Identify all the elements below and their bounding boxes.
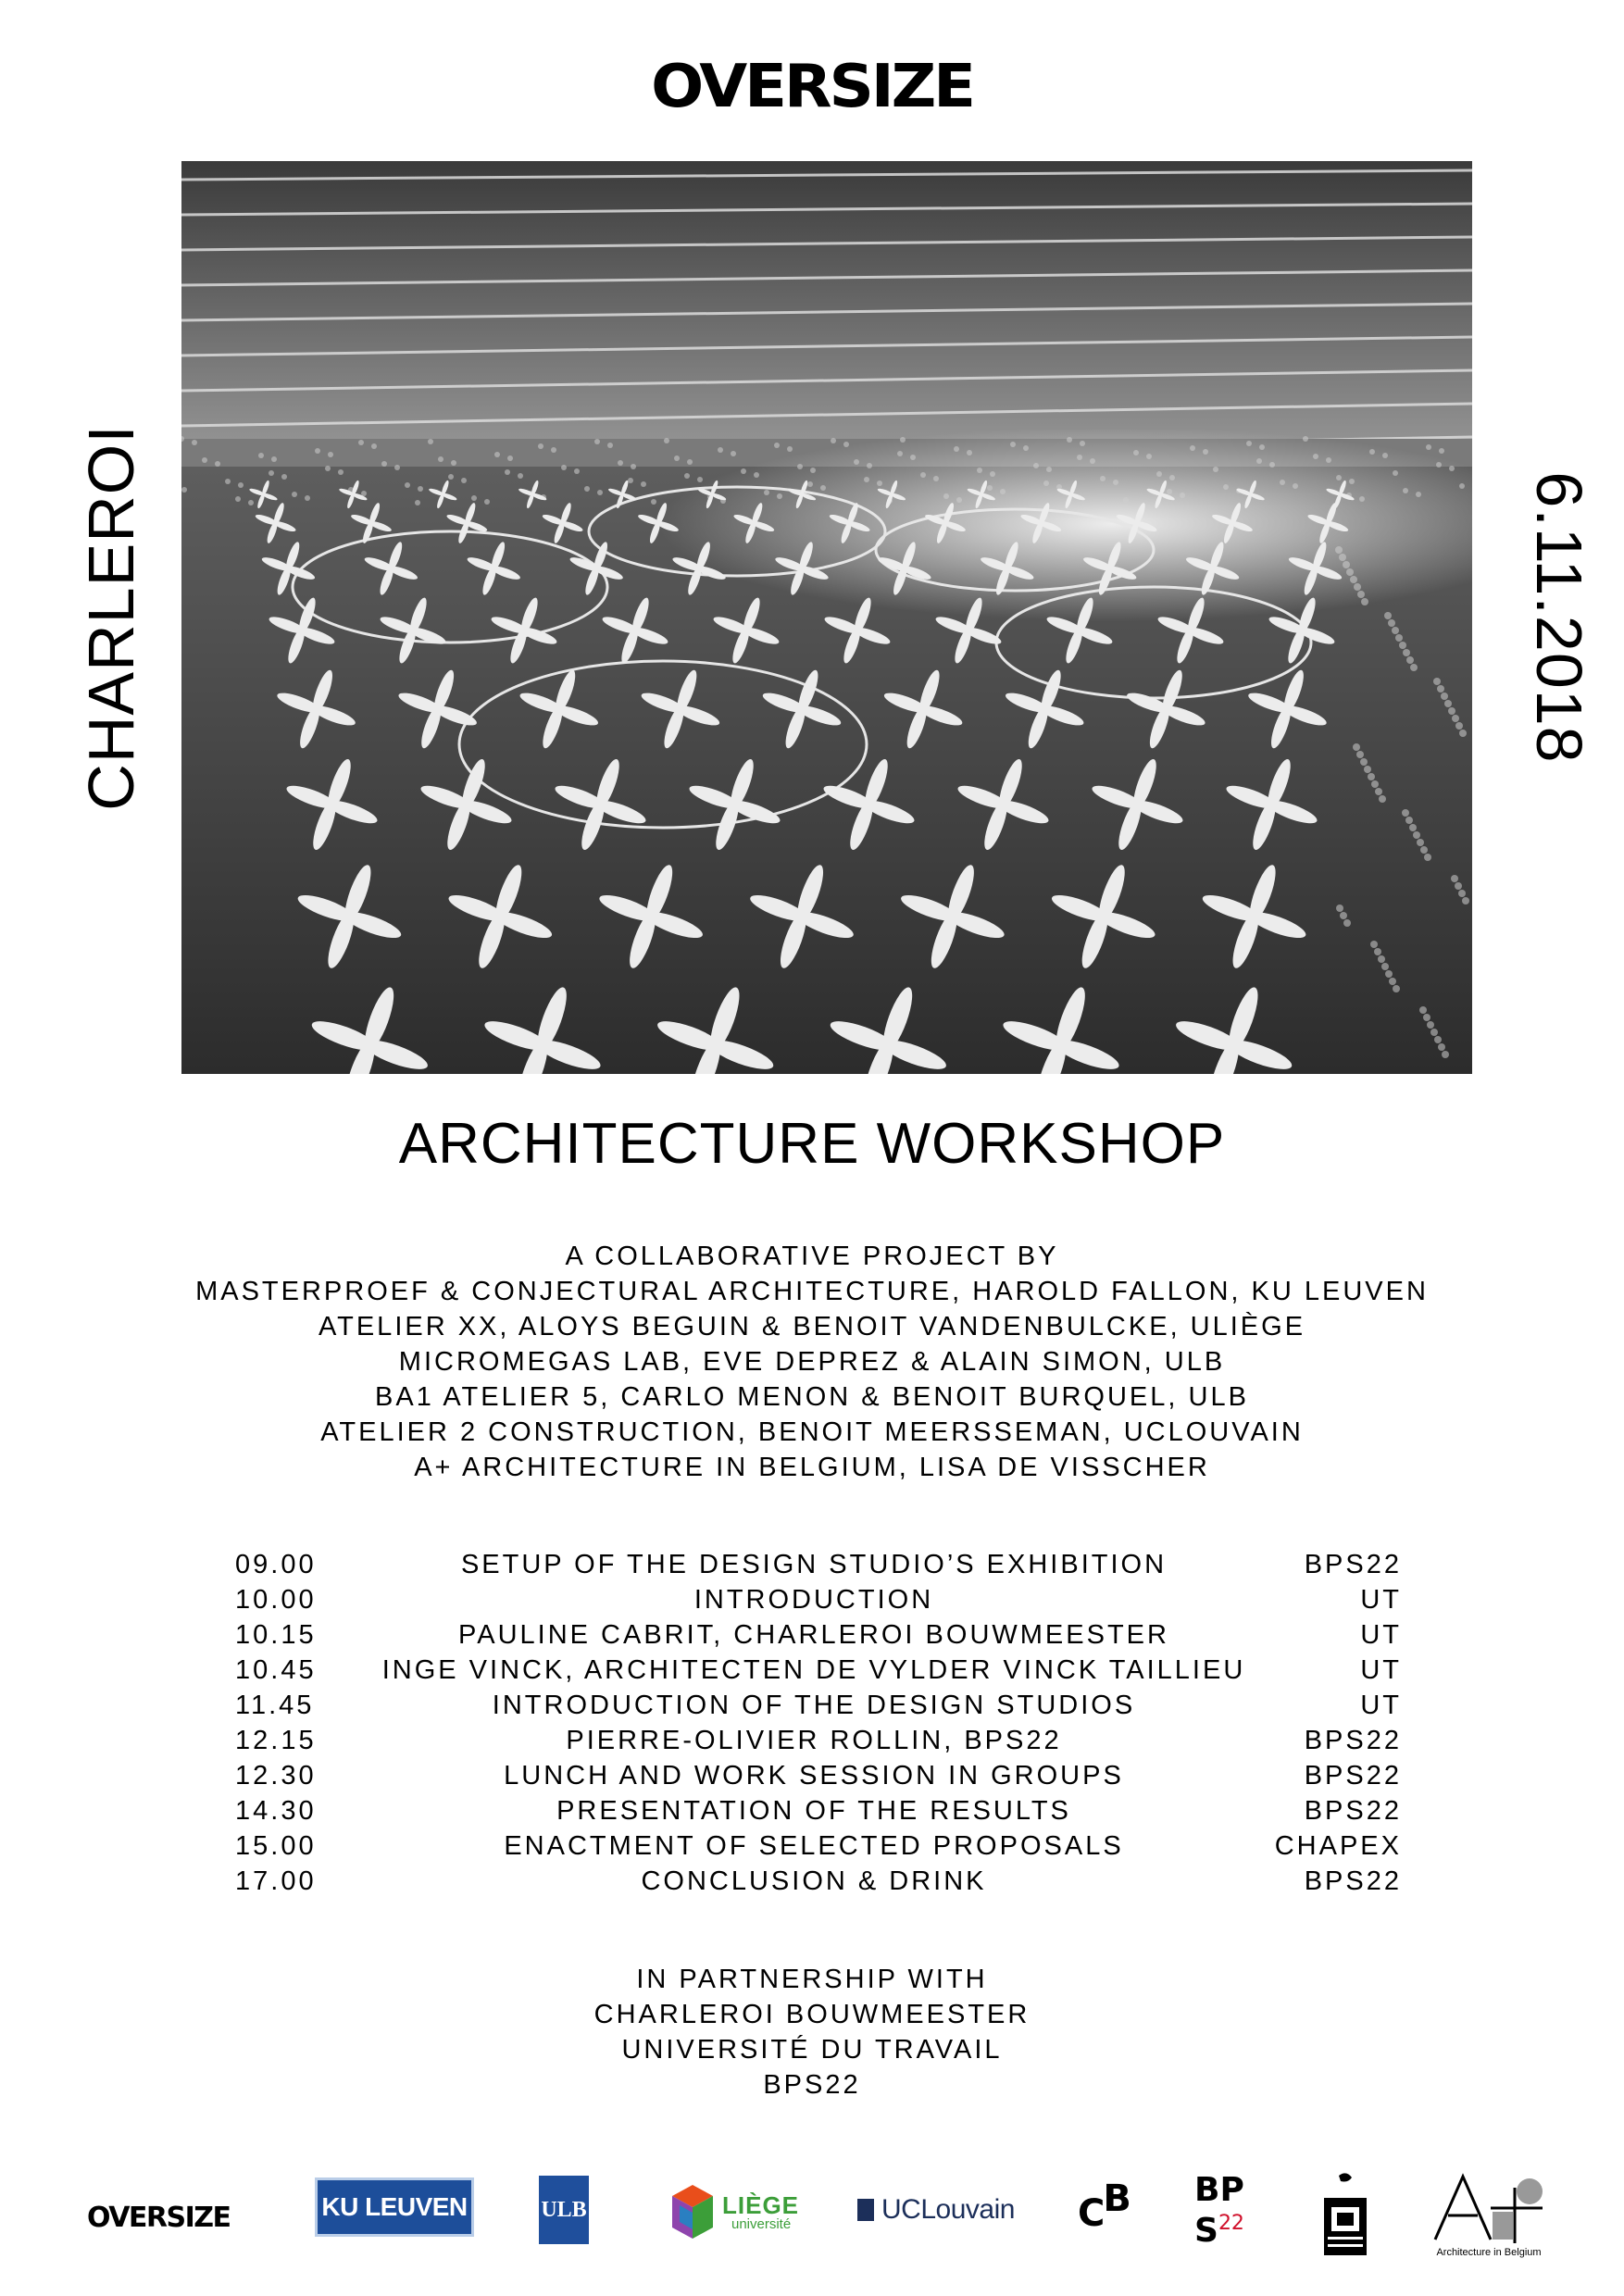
schedule-venue: UT — [1360, 1620, 1402, 1650]
schedule-event: INGE VINCK, ARCHITECTEN DE VYLDER VINCK TAILLIEU — [381, 1655, 1246, 1685]
collaboration-list — [0, 1239, 1624, 1485]
province-hainaut-logo — [1318, 2170, 1372, 2259]
schedule-time: 10.00 — [235, 1585, 317, 1615]
oversize-logo: OVERSIZE — [87, 2202, 231, 2234]
event-date: 6.11.2018 — [1523, 471, 1595, 764]
schedule-venue: BPS22 — [1304, 1550, 1402, 1579]
cb-logo-c: C — [1078, 2192, 1104, 2235]
collab-line: ATELIER 2 CONSTRUCTION, BENOIT MEERSSEMAN, UCLOUVAIN — [320, 1417, 1304, 1447]
uclouvain-logo — [857, 2194, 1015, 2226]
collab-line: A COLLABORATIVE PROJECT BY — [565, 1242, 1059, 1271]
city-label: CHARLEROI — [75, 424, 147, 811]
liege-logo-sub: université — [731, 2215, 792, 2232]
uclouvain-logo-name: UCLouvain — [881, 2194, 1015, 2225]
kuleuven-logo: KU LEUVEN — [315, 2177, 474, 2237]
schedule-venue: BPS22 — [1304, 1866, 1402, 1896]
aplus-caption: Architecture in Belgium — [1436, 2247, 1542, 2258]
hero-photo — [181, 161, 1472, 1074]
schedule-event: PIERRE-OLIVIER ROLLIN, BPS22 — [566, 1726, 1062, 1755]
schedule-event: ENACTMENT OF SELECTED PROPOSALS — [504, 1831, 1124, 1861]
schedule-time: 17.00 — [235, 1866, 317, 1896]
schedule-row — [235, 1547, 1402, 1582]
schedule-event: LUNCH AND WORK SESSION IN GROUPS — [504, 1761, 1124, 1791]
collab-line: BA1 ATELIER 5, CARLO MENON & BENOIT BURQUEL, ULB — [375, 1382, 1249, 1412]
schedule-table — [235, 1547, 1402, 1899]
page-title: ARCHITECTURE WORKSHOP — [398, 1112, 1226, 1176]
charleroi-bouwmeester-logo — [1078, 2177, 1130, 2235]
partners-block — [0, 1962, 1624, 2103]
bps-logo-number: 22 — [1218, 2212, 1244, 2235]
ulb-logo: ULB — [539, 2176, 589, 2244]
schedule-time: 15.00 — [235, 1831, 317, 1861]
schedule-event: INTRODUCTION — [693, 1585, 934, 1615]
schedule-venue: UT — [1360, 1691, 1402, 1720]
partner-name: UNIVERSITÉ DU TRAVAIL — [621, 2035, 1003, 2065]
bps-logo-bottom: S — [1194, 2212, 1218, 2250]
schedule-row — [235, 1582, 1402, 1617]
schedule-venue: UT — [1360, 1585, 1402, 1615]
schedule-venue: BPS22 — [1304, 1761, 1402, 1791]
schedule-venue: BPS22 — [1304, 1726, 1402, 1755]
schedule-time: 14.30 — [235, 1796, 317, 1826]
schedule-event: PAULINE CABRIT, CHARLEROI BOUWMEESTER — [458, 1620, 1169, 1650]
schedule-time: 12.30 — [235, 1761, 317, 1791]
schedule-row — [235, 1793, 1402, 1828]
partner-name: CHARLEROI BOUWMEESTER — [593, 2000, 1031, 2029]
partner-name: BPS22 — [763, 2070, 861, 2100]
partners-heading: IN PARTNERSHIP WITH — [636, 1965, 988, 1994]
schedule-row — [235, 1758, 1402, 1793]
schedule-venue: BPS22 — [1304, 1796, 1402, 1826]
schedule-event: INTRODUCTION OF THE DESIGN STUDIOS — [492, 1691, 1136, 1720]
brand-logo: OVERSIZE — [651, 53, 973, 121]
collab-line: MICROMEGAS LAB, EVE DEPREZ & ALAIN SIMON, ULB — [398, 1347, 1226, 1377]
logo-strip — [0, 2166, 1624, 2277]
hainaut-crest-icon — [1318, 2170, 1372, 2259]
schedule-event: PRESENTATION OF THE RESULTS — [556, 1796, 1071, 1826]
schedule-time: 10.15 — [235, 1620, 317, 1650]
architecture-in-belgium-logo — [1431, 2170, 1546, 2259]
collab-line: A+ ARCHITECTURE IN BELGIUM, LISA DE VISSCHER — [414, 1453, 1210, 1482]
schedule-time: 10.45 — [235, 1655, 317, 1685]
cb-logo-b: B — [1103, 2177, 1130, 2220]
schedule-time: 11.45 — [235, 1691, 315, 1720]
bps22-logo — [1194, 2171, 1244, 2250]
bps-logo-top: BP — [1194, 2171, 1244, 2209]
liege-logo — [672, 2179, 799, 2244]
liege-logo-name: LIÈGE — [722, 2190, 800, 2219]
aplus-mark-icon — [1431, 2171, 1546, 2245]
schedule-event: SETUP OF THE DESIGN STUDIO’S EXHIBITION — [460, 1550, 1168, 1579]
schedule-row — [235, 1653, 1402, 1688]
schedule-row — [235, 1688, 1402, 1723]
schedule-time: 12.15 — [235, 1726, 317, 1755]
schedule-venue: UT — [1360, 1655, 1402, 1685]
schedule-row — [235, 1723, 1402, 1758]
collab-line: MASTERPROEF & CONJECTURAL ARCHITECTURE, HAROLD FALLON, KU LEUVEN — [195, 1277, 1429, 1306]
uclouvain-mark-icon — [857, 2199, 874, 2221]
schedule-row — [235, 1864, 1402, 1899]
schedule-event: CONCLUSION & DRINK — [641, 1866, 987, 1896]
schedule-venue: CHAPEX — [1274, 1831, 1402, 1861]
schedule-row — [235, 1828, 1402, 1864]
schedule-row — [235, 1617, 1402, 1653]
collab-line: ATELIER XX, ALOYS BEGUIN & BENOIT VANDENBULCKE, ULIÈGE — [318, 1312, 1306, 1341]
liege-mark-icon — [672, 2185, 713, 2239]
schedule-time: 09.00 — [235, 1550, 317, 1579]
